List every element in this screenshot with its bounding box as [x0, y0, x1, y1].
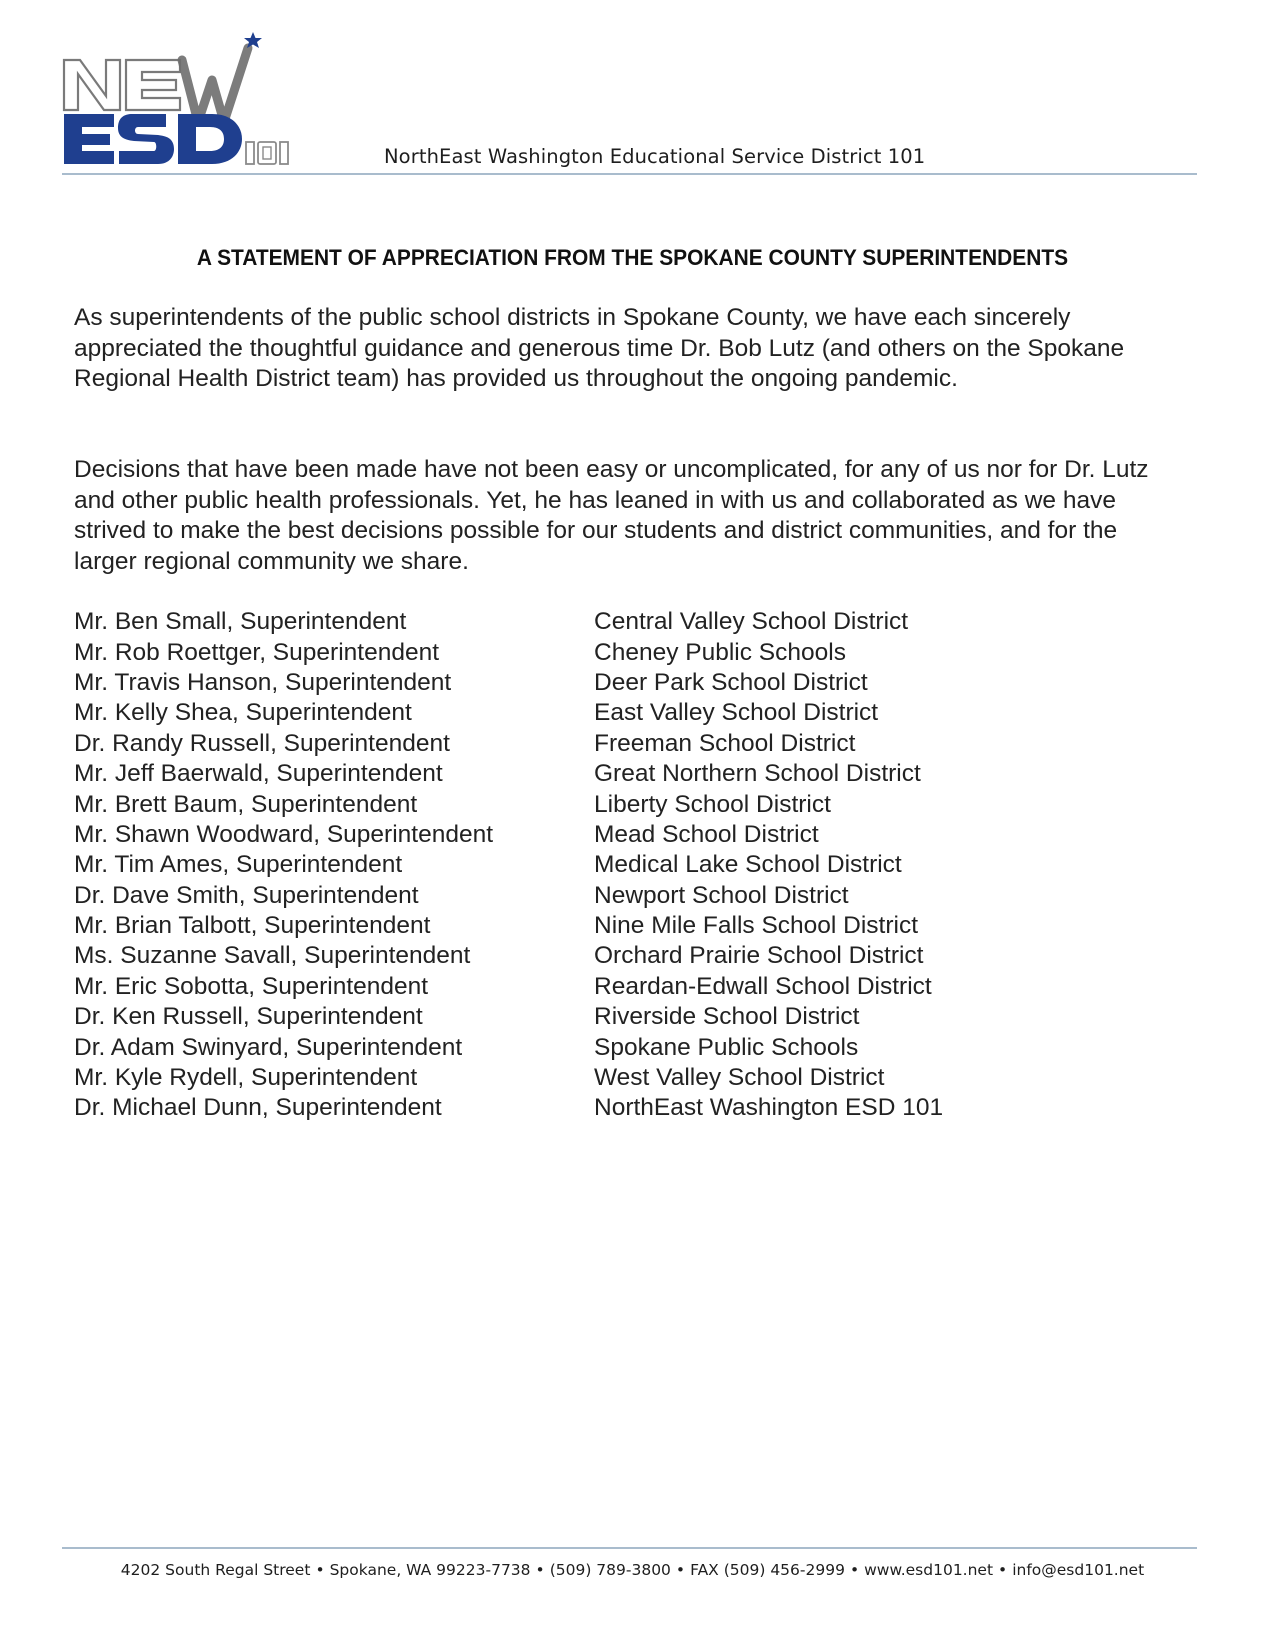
- signatory-name: Mr. Ben Small, Superintendent: [74, 608, 407, 636]
- signatory-district: Great Northern School District: [594, 760, 921, 788]
- footer-email-link[interactable]: info@esd101.net: [1012, 1561, 1145, 1579]
- signatory-district: Spokane Public Schools: [594, 1033, 859, 1061]
- signatory-district: Cheney Public Schools: [594, 638, 846, 666]
- logo-graphic: [62, 30, 302, 170]
- signatory-district: Deer Park School District: [594, 668, 868, 696]
- document-title: A STATEMENT OF APPRECIATION FROM THE SPOKANE COUNTY SUPERINTENDENTS: [196, 245, 1069, 270]
- signatory-name: Dr. Ken Russell, Superintendent: [74, 1003, 423, 1031]
- organization-name: NorthEast Washington Educational Service District 101: [384, 145, 926, 168]
- signatory-row: [74, 1032, 1174, 1062]
- signatory-district: Orchard Prairie School District: [594, 942, 924, 970]
- footer-website-link[interactable]: www.esd101.net: [864, 1561, 994, 1579]
- signatory-name: Mr. Rob Roettger, Superintendent: [74, 638, 439, 666]
- paragraph-decisions: Decisions that have been made have not been easy or uncomplicated, for any of us nor for Dr. Lutz and other public health professionals. Yet, he has leaned in with us and collaborated as we have strived to make the best decisions possible for our students and district communities, and for the larger regional community we share.: [74, 456, 1149, 575]
- signatory-name: Dr. Dave Smith, Superintendent: [74, 881, 419, 909]
- signatory-district: Central Valley School District: [594, 608, 909, 636]
- signatory-row: [74, 941, 1174, 971]
- signatory-district: Nine Mile Falls School District: [594, 912, 919, 940]
- signatory-district: Liberty School District: [594, 790, 831, 818]
- footer-phone: (509) 789-3800: [549, 1561, 671, 1579]
- signatory-row: [74, 698, 1174, 728]
- signatory-row: [74, 637, 1174, 667]
- signatory-name: Mr. Travis Hanson, Superintendent: [74, 668, 452, 696]
- signatory-name: Dr. Michael Dunn, Superintendent: [74, 1094, 442, 1122]
- footer-city: Spokane, WA 99223-7738: [329, 1561, 531, 1579]
- signatory-name: Dr. Randy Russell, Superintendent: [74, 729, 450, 757]
- signatory-row: [74, 850, 1174, 880]
- signatory-row: [74, 1093, 1174, 1123]
- signatory-row: [74, 1063, 1174, 1093]
- signatory-row: [74, 911, 1174, 941]
- signatory-row: [74, 607, 1174, 637]
- signatory-name: Mr. Brian Talbott, Superintendent: [74, 912, 431, 940]
- bullet-separator: •: [315, 1561, 325, 1579]
- signatory-name: Mr. Kyle Rydell, Superintendent: [74, 1064, 418, 1092]
- signatory-name: Mr. Tim Ames, Superintendent: [74, 851, 403, 879]
- bullet-separator: •: [849, 1561, 860, 1579]
- footer-contact: [0, 1561, 1265, 1579]
- signatory-name: Dr. Adam Swinyard, Superintendent: [74, 1033, 463, 1061]
- signatory-district: Mead School District: [594, 820, 819, 848]
- signatory-district: East Valley School District: [594, 699, 879, 727]
- signatory-row: [74, 820, 1174, 850]
- signatory-district: Reardan-Edwall School District: [594, 972, 932, 1000]
- signatory-name: Mr. Brett Baum, Superintendent: [74, 790, 418, 818]
- signatory-district: NorthEast Washington ESD 101: [594, 1094, 944, 1122]
- footer-fax: FAX (509) 456-2999: [690, 1561, 845, 1579]
- paragraph-appreciation: As superintendents of the public school districts in Spokane County, we have each sincerely appreciated the thoughtful guidance and generous time Dr. Bob Lutz (and others on the Spokane Regional Health District team) has provided us throughout the ongoing pandemic.: [74, 304, 1125, 392]
- signatory-row: [74, 1002, 1174, 1032]
- signatory-row: [74, 881, 1174, 911]
- signatory-row: [74, 759, 1174, 789]
- footer-divider: [62, 1547, 1197, 1549]
- signatory-row: [74, 668, 1174, 698]
- esd101-logo: [62, 30, 302, 170]
- signatory-district: Riverside School District: [594, 1003, 860, 1031]
- signatory-name: Mr. Eric Sobotta, Superintendent: [74, 972, 429, 1000]
- signatory-name: Ms. Suzanne Savall, Superintendent: [74, 942, 471, 970]
- signatory-district: Newport School District: [594, 881, 849, 909]
- footer-address: 4202 South Regal Street: [120, 1561, 311, 1579]
- bullet-separator: •: [535, 1561, 545, 1579]
- signatory-name: Mr. Kelly Shea, Superintendent: [74, 699, 412, 727]
- signatory-district: Freeman School District: [594, 729, 856, 757]
- signatory-district: West Valley School District: [594, 1064, 885, 1092]
- signatory-row: [74, 789, 1174, 819]
- bullet-separator: •: [998, 1561, 1008, 1579]
- signatory-row: [74, 972, 1174, 1002]
- header-divider: [62, 173, 1197, 175]
- bullet-separator: •: [675, 1561, 686, 1579]
- signatory-name: Mr. Shawn Woodward, Superintendent: [74, 820, 494, 848]
- signatory-district: Medical Lake School District: [594, 851, 902, 879]
- signatory-name: Mr. Jeff Baerwald, Superintendent: [74, 760, 443, 788]
- signatory-row: [74, 729, 1174, 759]
- signatories-list: [74, 607, 1174, 1124]
